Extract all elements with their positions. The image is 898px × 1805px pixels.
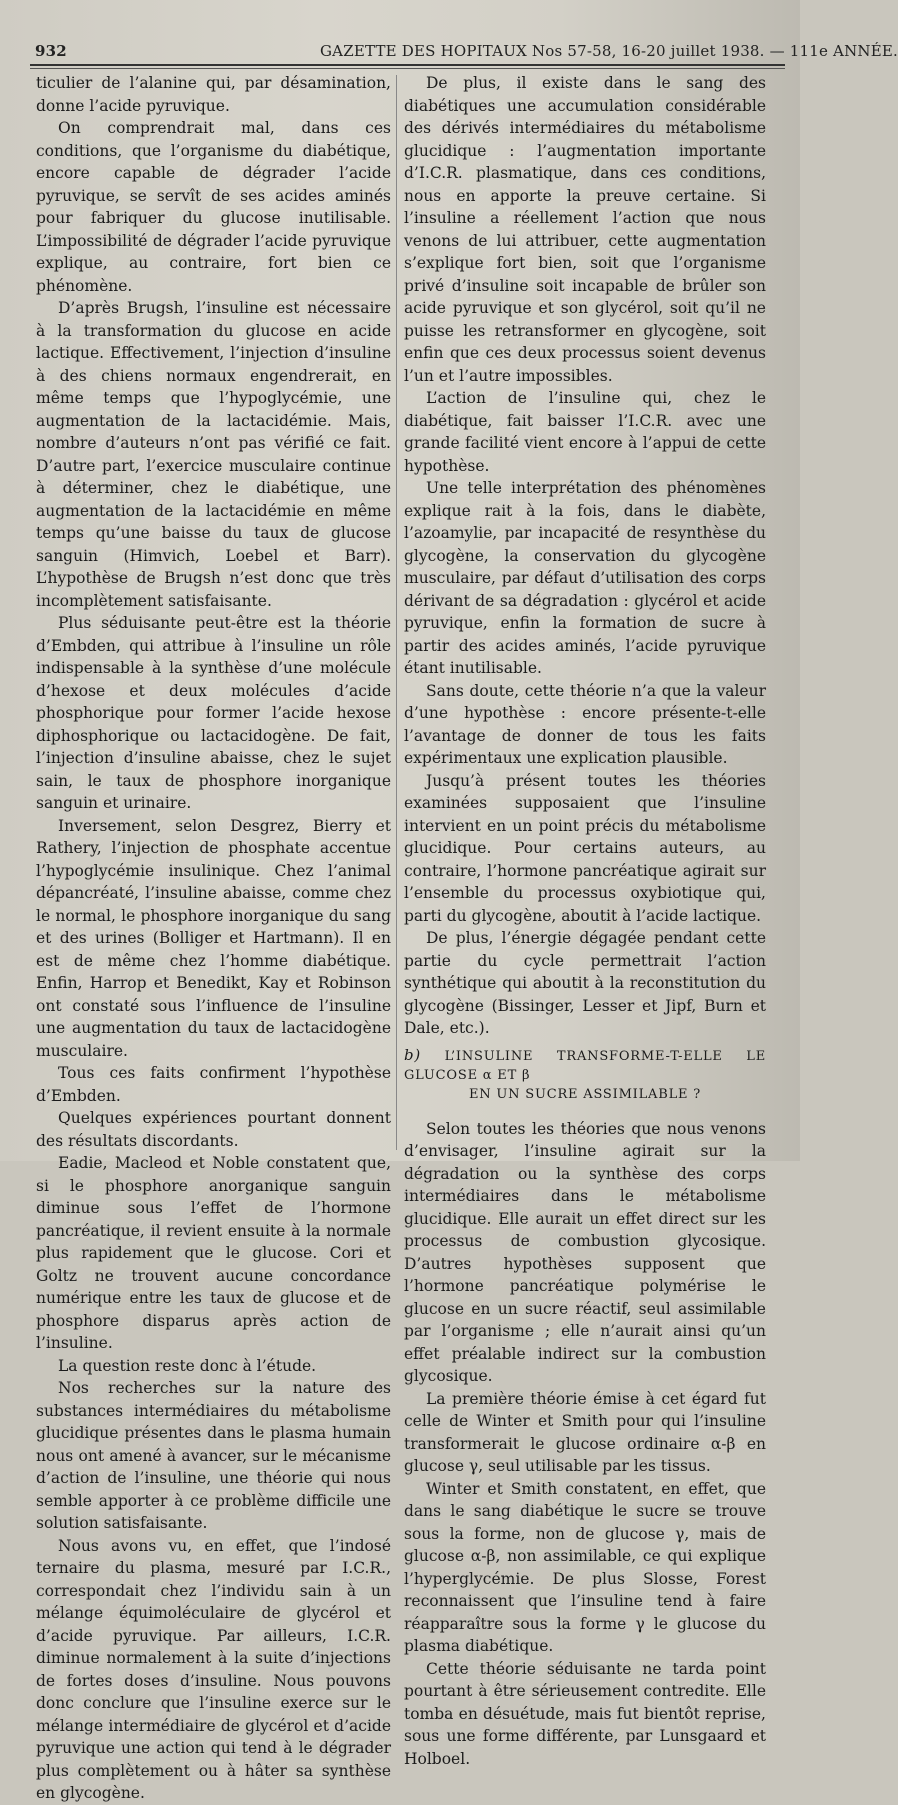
section-heading-line1: L’INSULINE TRANSFORME-T-ELLE LE GLUCOSE α ET β: [404, 1048, 766, 1083]
paragraph: Selon toutes les théories que nous venons d’envisager, l’insuline agirait sur la dégradation ou la synthèse des corps intermédiaires dans le métabolisme glucidique. Elle aurait un effet direct sur les processus de combustion glycosique. D’autres hypothèses supposent que l’hormone pancréatique polymérise le glucose en un sucre réactif, seul assimilable par l’organisme ; elle n’aurait ainsi qu’un effet préalable indirect sur la combustion glycosique.: [404, 1119, 766, 1385]
paragraph: Nous avons vu, en effet, que l’indosé ternaire du plasma, mesuré par I.C.R., correspondait chez l’individu sain à un mélange équimoléculaire de glycérol et d’acide pyruvique. Par ailleurs, I.C.R. diminue normalement à la suite d’injections de fortes doses d’insuline. Nous pouvons donc conclure que l’insuline exerce sur le mélange intermédiaire de glycérol et d’acide pyruvique une action qui tend à le dégrader plus complètement ou à hâter sa synthèse en glycogène.: [36, 1536, 391, 1802]
paragraph: Sans doute, cette théorie n’a que la valeur d’une hypothèse : encore présente-t-elle l’avantage de donner de tous les faits expérimentaux une explication plausible.: [404, 681, 766, 767]
paragraph: Tous ces faits confirment l’hypothèse d’Embden.: [36, 1064, 391, 1105]
paragraph: De plus, il existe dans le sang des diabétiques une accumulation considérable des dérivés intermédiaires du métabolisme glucidique : l’augmentation importante d’I.C.R. plasmatique, dans ces conditions, nous en apporte la preuve certaine. Si l’insuline a réellement l’action que nous venons de lui attribuer, cette augmentation s’explique fort bien, soit que l’organisme privé d’insuline soit incapable de brûler son acide pyruvique et son glycérol, soit qu’il ne puisse les retransformer en glycogène, soit enfin que ces deux processus soient devenus l’un et l’autre impossibles.: [404, 74, 766, 385]
header-rule: [30, 64, 785, 66]
paragraph: Une telle interprétation des phénomènes explique rait à la fois, dans le diabète, l’azoamylie, par incapacité de resynthèse du glycogène, la conservation du glycogène musculaire, par défaut d’utilisation des corps dérivant de sa dégradation : glycérol et acide pyruvique, enfin la formation de sucre à partir des acides aminés, l’acide pyruvique étant inutilisable.: [404, 479, 766, 677]
right-column: [404, 72, 766, 1770]
page-number: 932: [35, 42, 67, 60]
paragraph: La question reste donc à l’étude.: [58, 1356, 317, 1375]
paragraph: ticulier de l’alanine qui, par désamination, donne l’acide pyruvique.: [36, 74, 391, 115]
paragraph: On comprendrait mal, dans ces conditions, que l’organisme du diabétique, encore capable de dégrader l’acide pyruvique, se servît de ses acides aminés pour fabriquer du glucose inutilisable. L’impossibilité de dégrader l’acide pyruvique explique, au contraire, fort bien ce phénomène.: [36, 119, 391, 295]
section-heading-line2: EN UN SUCRE ASSIMILABLE ?: [468, 1086, 702, 1102]
paragraph: De plus, l’énergie dégagée pendant cette partie du cycle permettrait l’action synthétique qui aboutit à la reconstitution du glycogène (Bissinger, Lesser et Jipf, Burn et Dale, etc.).: [404, 929, 766, 1037]
paragraph: Jusqu’à présent toutes les théories examinées supposaient que l’insuline intervient en un point précis du métabolisme glucidique. Pour certains auteurs, au contraire, l’hormone pancréatique agirait sur l’ensemble du processus oxybiotique qui, parti du glycogène, aboutit à l’acide lactique.: [404, 771, 766, 925]
paragraph: L’action de l’insuline qui, chez le diabétique, fait baisser l’I.C.R. avec une grande facilité vient encore à l’appui de cette hypothèse.: [404, 389, 766, 475]
left-column: [36, 72, 391, 1805]
paragraph: Inversement, selon Desgrez, Bierry et Rathery, l’injection de phosphate accentue l’hypoglycémie insulinique. Chez l’animal dépancréaté, l’insuline abaisse, comme chez le normal, le phosphore inorganique du sang et des urines (Bolliger et Hartmann). Il en est de même chez l’homme diabétique. Enfin, Harrop et Benedikt, Kay et Robinson ont constaté sous l’influence de l’insuline une augmentation du taux de lactacidogène musculaire.: [36, 816, 391, 1060]
section-heading: [404, 1046, 766, 1104]
paragraph: Quelques expériences pourtant donnent des résultats discordants.: [36, 1109, 391, 1150]
paragraph: D’après Brugsh, l’insuline est nécessaire à la transformation du glucose en acide lactique. Effectivement, l’injection d’insuline à des chiens normaux engendrerait, en même temps que l’hypoglycémie, une augmentation de la lactacidémie. Mais, nombre d’auteurs n’ont pas vérifié ce fait. D’autre part, l’exercice musculaire continue à déterminer, chez le diabétique, une augmentation de la lactacidémie en même temps qu’une baisse du taux de glucose sanguin (Himvich, Loebel et Barr). L’hypothèse de Brugsh n’est donc que très incomplètement satisfaisante.: [36, 299, 391, 610]
column-divider: [396, 75, 397, 1150]
paragraph: Plus séduisante peut-être est la théorie d’Embden, qui attribue à l’insuline un rôle indispensable à la synthèse d’une molécule d’hexose et deux molécules d’acide phosphorique pour former l’acide hexose diphosphorique ou lactacidogène. De fait, l’injection d’insuline abaisse, chez le sujet sain, le taux de phosphore inorganique sanguin et urinaire.: [36, 614, 391, 812]
running-title: GAZETTE DES HOPITAUX Nos 57-58, 16-20 juillet 1938. — 111e ANNÉE.: [320, 42, 898, 60]
header-rule-thin: [30, 68, 785, 69]
paragraph: Eadie, Macleod et Noble constatent que, si le phosphore anorganique sanguin diminue sous l’effet de l’hormone pancréatique, il revient ensuite à la normale plus rapidement que le glucose. Cori et Goltz ne trouvent aucune concordance numérique entre les taux de glucose et de phosphore disparus après action de l’insuline.: [36, 1154, 391, 1352]
paragraph: Nos recherches sur la nature des substances intermédiaires du métabolisme glucidique présentes dans le plasma humain nous ont amené à avancer, sur le mécanisme d’action de l’insuline, une théorie qui nous semble apporter à ce problème difficile une solution satisfaisante.: [36, 1379, 391, 1532]
page-header: [30, 40, 898, 64]
paragraph: La première théorie émise à cet égard fut celle de Winter et Smith pour qui l’insuline transformerait le glucose ordinaire α-β en glucose γ, seul utilisable par les tissus.: [404, 1389, 766, 1475]
section-label: b): [404, 1045, 422, 1064]
paragraph: Cette théorie séduisante ne tarda point pourtant à être sérieusement contredite. Elle tomba en désuétude, mais fut bientôt reprise, sous une forme différente, par Lunsgaard et Holboel.: [404, 1659, 766, 1768]
paragraph: Winter et Smith constatent, en effet, que dans le sang diabétique le sucre se trouve sous la forme, non de glucose γ, mais de glucose α-β, non assimilable, ce qui explique l’hyperglycémie. De plus Slosse, Forest reconnaissent que l’insuline tend à faire réapparaître sous la forme γ le glucose du plasma diabétique.: [404, 1479, 766, 1655]
